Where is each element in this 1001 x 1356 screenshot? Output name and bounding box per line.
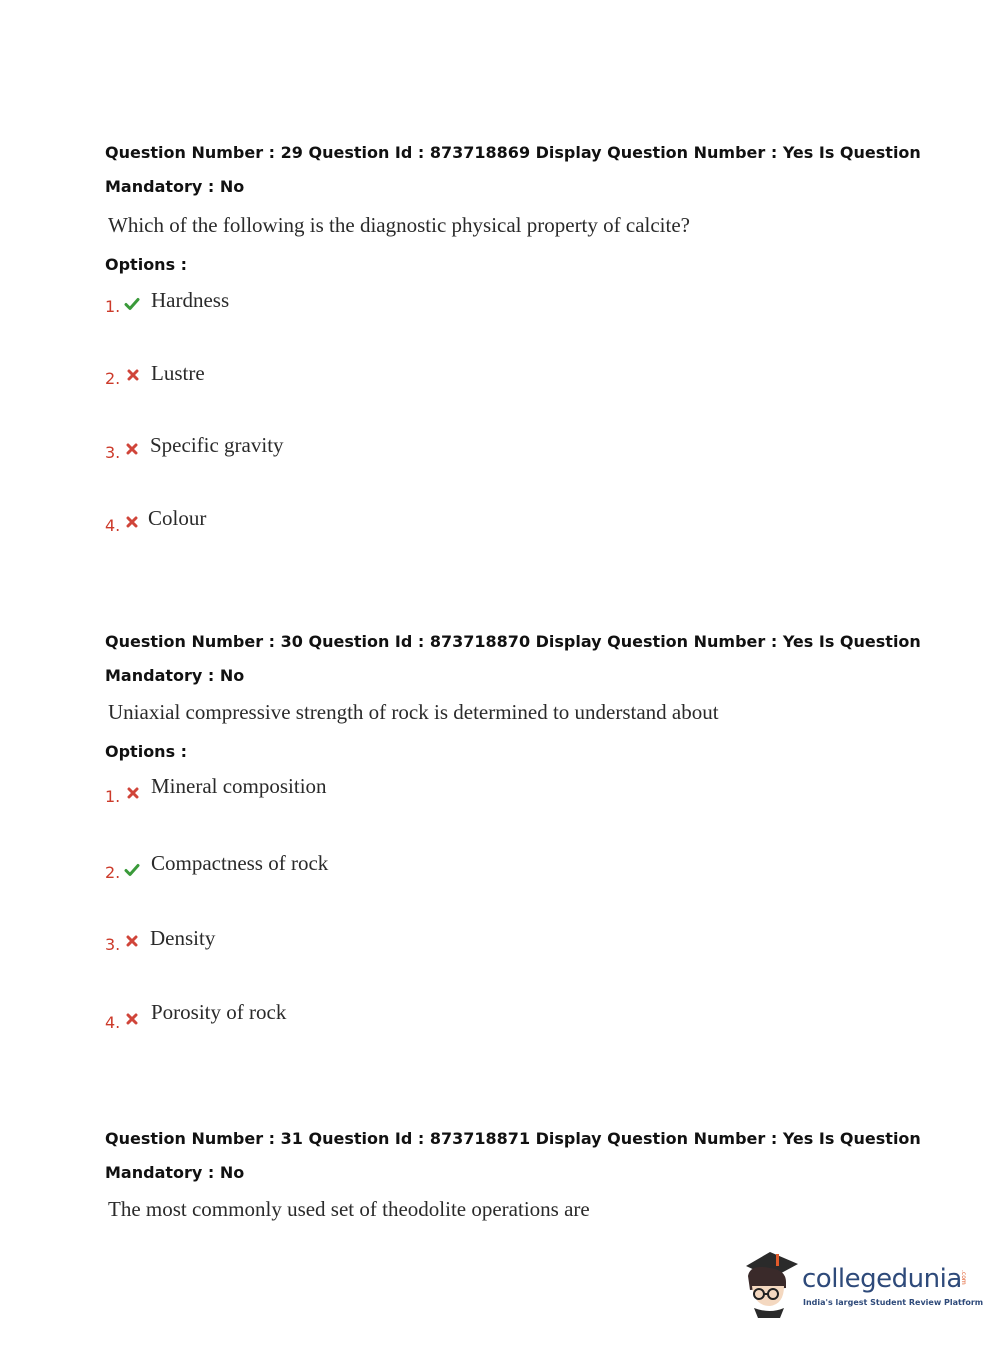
option-text: Lustre (151, 361, 205, 385)
question-mandatory: Mandatory : No (105, 177, 245, 196)
option-text: Hardness (151, 288, 230, 312)
question-meta-line: Question Number : 31 Question Id : 873718871 Display Question Number : Yes Is Question (105, 1129, 921, 1148)
option-number: 2. (105, 369, 121, 388)
question-meta-line: Question Number : 30 Question Id : 873718870 Display Question Number : Yes Is Question (105, 632, 921, 651)
question-text: Uniaxial compressive strength of rock is determined to understand about (108, 700, 719, 724)
option-text: Compactness of rock (151, 851, 329, 875)
option-text: Colour (148, 506, 207, 530)
cross-icon (124, 441, 140, 457)
option-number: 3. (105, 935, 121, 954)
option-number: 4. (105, 516, 121, 535)
option-number: 4. (105, 1013, 121, 1032)
cross-icon (124, 1011, 140, 1027)
question-text: The most commonly used set of theodolite operations are (108, 1197, 590, 1221)
question-mandatory: Mandatory : No (105, 666, 245, 685)
cross-icon (125, 785, 141, 801)
options-label: Options : (105, 255, 188, 274)
logo-suffix: .com (960, 1270, 967, 1285)
option-number: 2. (105, 863, 121, 882)
mascot-icon (740, 1248, 802, 1320)
logo-tagline: India's largest Student Review Platform (803, 1298, 984, 1307)
option-number: 1. (105, 297, 121, 316)
logo-wordmark: collegedunia (802, 1264, 962, 1294)
check-icon (124, 862, 140, 878)
option-number: 1. (105, 787, 121, 806)
cross-icon (124, 514, 140, 530)
options-label: Options : (105, 742, 188, 761)
option-text: Porosity of rock (151, 1000, 287, 1024)
option-text: Density (150, 926, 216, 950)
option-number: 3. (105, 443, 121, 462)
check-icon (124, 296, 140, 312)
collegedunia-logo (740, 1248, 984, 1320)
option-text: Mineral composition (151, 774, 327, 798)
cross-icon (124, 933, 140, 949)
question-mandatory: Mandatory : No (105, 1163, 245, 1182)
option-text: Specific gravity (150, 433, 284, 457)
question-text: Which of the following is the diagnostic physical property of calcite? (108, 213, 690, 237)
question-meta-line: Question Number : 29 Question Id : 873718869 Display Question Number : Yes Is Question (105, 143, 921, 162)
cross-icon (125, 367, 141, 383)
